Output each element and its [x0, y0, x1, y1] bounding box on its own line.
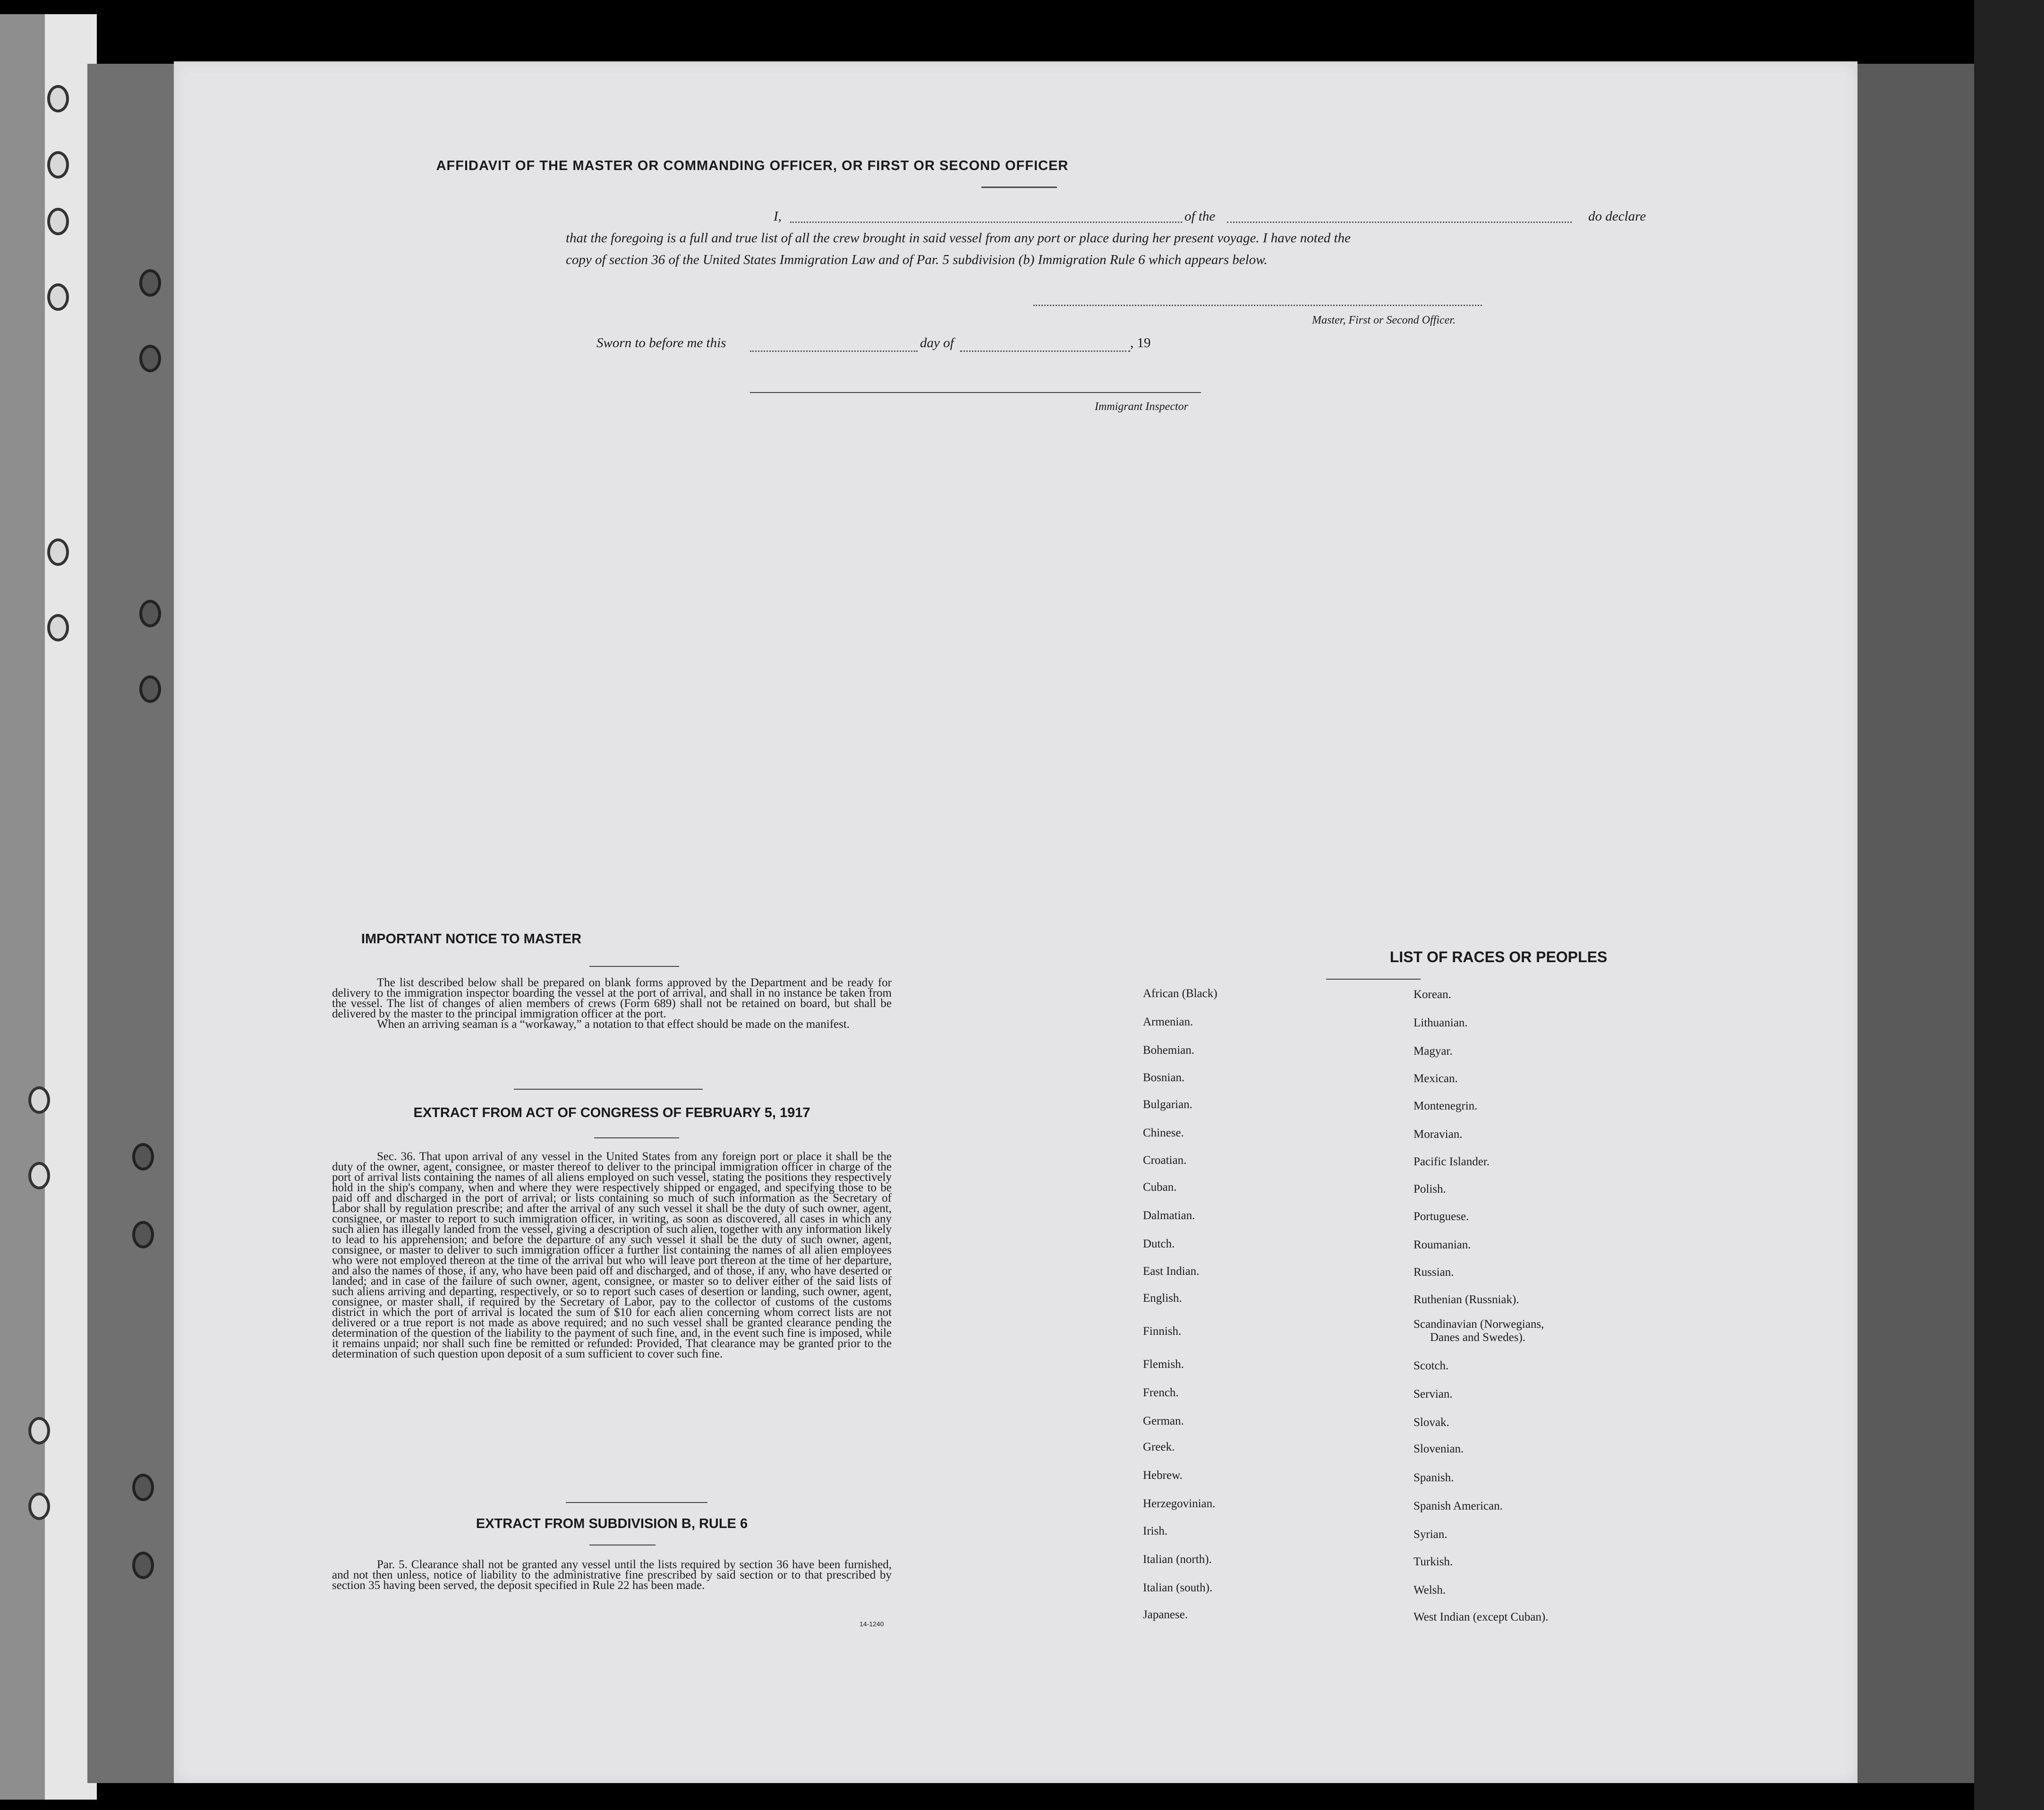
race-entry: Welsh. — [1414, 1584, 1446, 1597]
race-entry: Slovak. — [1414, 1416, 1449, 1429]
notice-rule — [589, 966, 679, 967]
name-blank-line — [790, 222, 1182, 223]
notice-body — [332, 978, 892, 1030]
binder-ring — [132, 1552, 154, 1579]
punch-hole — [47, 283, 69, 311]
race-entry: Turkish. — [1414, 1555, 1453, 1568]
race-entry: Scandinavian (Norwegians, — [1414, 1318, 1544, 1331]
race-entry: Armenian. — [1143, 1016, 1193, 1028]
race-entry: English. — [1143, 1292, 1182, 1305]
title-rule — [981, 187, 1057, 188]
race-entry: Lithuanian. — [1414, 1016, 1468, 1029]
race-entry: Spanish. — [1414, 1471, 1454, 1484]
race-entry: Slovenian. — [1414, 1443, 1464, 1455]
binder-ring — [139, 600, 161, 627]
race-entry: French. — [1143, 1386, 1179, 1399]
sworn-day-blank — [750, 350, 918, 352]
race-entry: African (Black) — [1143, 987, 1218, 1000]
race-entry: Spanish American. — [1414, 1500, 1503, 1512]
race-entry: German. — [1143, 1415, 1184, 1427]
rule-extract-title: EXTRACT FROM SUBDIVISION B, RULE 6 — [476, 1516, 748, 1531]
race-entry: Japanese. — [1143, 1608, 1188, 1621]
sworn-month-blank — [960, 350, 1130, 352]
binder-ring — [132, 1143, 154, 1170]
affidavit-title: AFFIDAVIT OF THE MASTER OR COMMANDING OFFICER, OR FIRST OR SECOND OFFICER — [436, 158, 1069, 173]
form-number: 14-1240 — [860, 1620, 884, 1628]
binder-ring — [139, 345, 161, 372]
race-entry: Mexican. — [1414, 1072, 1458, 1085]
race-entry: East Indian. — [1143, 1265, 1200, 1278]
punch-hole — [47, 208, 69, 235]
day-of-label: day of — [920, 335, 954, 350]
race-entry: West Indian (except Cuban). — [1414, 1611, 1549, 1623]
scan-edge-right — [1974, 0, 2044, 1810]
race-entry: Montenegrin. — [1414, 1100, 1478, 1112]
race-entry: Cuban. — [1143, 1181, 1177, 1194]
declaration-line-3: copy of section 36 of the United States Immigration Law and of Par. 5 subdivision (b) Immigration Rule 6 which appears below. — [566, 252, 1268, 267]
act-extract-title: EXTRACT FROM ACT OF CONGRESS OF FEBRUARY 5, 1917 — [413, 1105, 810, 1120]
binder-backing-right — [1851, 64, 1974, 1783]
race-entry: Moravian. — [1414, 1128, 1463, 1141]
race-entry: Finnish. — [1143, 1325, 1182, 1338]
document-page — [174, 61, 1857, 1783]
race-entry: Bohemian. — [1143, 1044, 1195, 1057]
race-entry: Bosnian. — [1143, 1071, 1185, 1084]
rule-extract-body — [332, 1560, 892, 1591]
binder-ring — [132, 1474, 154, 1501]
act-section-36-text: Sec. 36. That upon arrival of any vessel in the United States from any foreign port or place it shall be the duty of the owner, agent, consignee, or master thereof to deliver to the principal immigration officer in charge of the port of arrival lists containing the names of all aliens employed on such vessel, stating the positions they respectively hold in the ship's company, when and where they were respectively shipped or engaged, and specifying those to be paid off and discharged in the port of arrival; or lists containing so much of such information as the Secretary of Labor shall by regulation prescribe; and after the arrival of any such vessel it shall be the duty of such owner, agent, consignee, or master to report to such immigration officer, in writing, as soon as discovered, all cases in which any such alien has illegally landed from the vessel, giving a description of such alien, together with any information likely to lead to his apprehension; and before the departure of any such vessel it shall be the duty of such owner, agent, consignee, or master to deliver to such immigration officer a further list containing the names of all alien employees who were not employed thereon at the time of the arrival but who will leave port thereon at the time of her departure, and also the names of those, if any, who have been paid off and discharged, and of those, if any, who have deserted or landed; and in case of the failure of such owner, agent, consignee, or master so to deliver either of the said lists of such aliens arriving and departing, respectively, or so to report such cases of desertion or landing, such owner, agent, consignee, or master shall, if required by the Secretary of Labor, pay to the collector of customs of the customs district in which the port of arrival is located the sum of $10 for each alien concerning whom correct lists are not delivered or a true report is not made as above required; and no such vessel shall be granted clearance pending the determination of the question of the liability to the payment of such fine, and, in the event such fine is imposed, while it remains unpaid; nor shall such fine be remitted or refunded: Provided, That clearance may be granted prior to the determination of such question upon deposit of a sum sufficient to cover such fine. — [332, 1150, 892, 1360]
punch-hole — [47, 85, 69, 112]
year-label: , 19 — [1130, 335, 1151, 350]
race-entry: Chinese. — [1143, 1127, 1184, 1139]
declaration-line-2: that the foregoing is a full and true list of all the crew brought in said vessel from any port or place during her present voyage. I have noted the — [566, 231, 1351, 246]
section-divider — [566, 1502, 707, 1503]
race-entry: Dutch. — [1143, 1238, 1175, 1250]
race-entry: Croatian. — [1143, 1154, 1187, 1167]
punch-hole — [47, 151, 69, 179]
punch-hole — [28, 1417, 50, 1444]
race-entry: Italian (north). — [1143, 1553, 1212, 1566]
races-title: LIST OF RACES OR PEOPLES — [1389, 948, 1608, 965]
punch-hole — [28, 1493, 50, 1520]
race-entry: Scotch. — [1414, 1359, 1449, 1372]
race-entry: Danes and Swedes). — [1430, 1331, 1526, 1344]
act-extract-body — [332, 1152, 892, 1359]
race-entry: Italian (south). — [1143, 1581, 1213, 1594]
race-entry: Portuguese. — [1414, 1210, 1469, 1223]
binder-ring — [132, 1221, 154, 1248]
race-entry: Dalmatian. — [1143, 1209, 1195, 1222]
race-entry: Polish. — [1414, 1183, 1446, 1195]
affidavit-declaration — [566, 205, 1657, 271]
punch-hole — [47, 614, 69, 641]
race-entry: Russian. — [1414, 1266, 1454, 1279]
rule-par-5-text: Par. 5. Clearance shall not be granted any vessel until the lists required by section 36 have been furnished, and not then unless, notice of liability to the administrative fine prescribed by said section or to that prescribed by section 35 having been served, the deposit specified in Rule 22 has been made. — [332, 1558, 892, 1592]
master-signature-line — [1033, 305, 1482, 306]
sworn-label: Sworn to before me this — [596, 335, 726, 350]
master-signature-caption: Master, First or Second Officer. — [1312, 314, 1456, 326]
race-entry: Ruthenian (Russniak). — [1414, 1293, 1519, 1306]
punch-hole — [47, 538, 69, 566]
races-title-rule — [1326, 979, 1421, 980]
of-the-label: of the — [1184, 209, 1216, 224]
inspector-caption: Immigrant Inspector — [1095, 401, 1188, 413]
punch-hole — [28, 1086, 50, 1114]
race-entry: Magyar. — [1414, 1045, 1453, 1058]
race-entry: Irish. — [1143, 1525, 1168, 1537]
notice-paragraph-2: When an arriving seaman is a “workaway,” a notation to that effect should be made on the manifest. — [377, 1018, 850, 1031]
notice-paragraph-1: The list described below shall be prepared on blank forms approved by the Department and be ready for delivery to the immigration inspector boarding the vessel at the port of arrival, and shall in no instance be taken from the vessel. The list of changes of alien members of crews (Form 689) shall not be retained on board, but shall be delivered by the master to the principal immigration officer at the port. — [332, 976, 892, 1020]
race-entry: Servian. — [1414, 1388, 1453, 1400]
affidavit-i-label: I, — [774, 209, 782, 224]
race-entry: Flemish. — [1143, 1358, 1184, 1371]
binder-ring — [139, 675, 161, 703]
race-entry: Greek. — [1143, 1441, 1175, 1453]
vessel-blank-line — [1227, 222, 1572, 223]
notice-title: IMPORTANT NOTICE TO MASTER — [361, 931, 582, 947]
inspector-signature-line — [750, 392, 1201, 393]
section-divider — [514, 1089, 703, 1090]
race-entry: Korean. — [1414, 988, 1451, 1001]
race-entry: Roumanian. — [1414, 1238, 1471, 1251]
race-entry: Hebrew. — [1143, 1469, 1183, 1482]
act-title-rule — [594, 1137, 679, 1138]
declare-label: do declare — [1588, 209, 1646, 224]
race-entry: Syrian. — [1414, 1528, 1448, 1541]
race-entry: Bulgarian. — [1143, 1098, 1192, 1111]
punch-hole — [28, 1162, 50, 1189]
race-entry: Pacific Islander. — [1414, 1155, 1490, 1168]
race-entry: Herzegovinian. — [1143, 1497, 1216, 1510]
binder-ring — [139, 269, 161, 297]
